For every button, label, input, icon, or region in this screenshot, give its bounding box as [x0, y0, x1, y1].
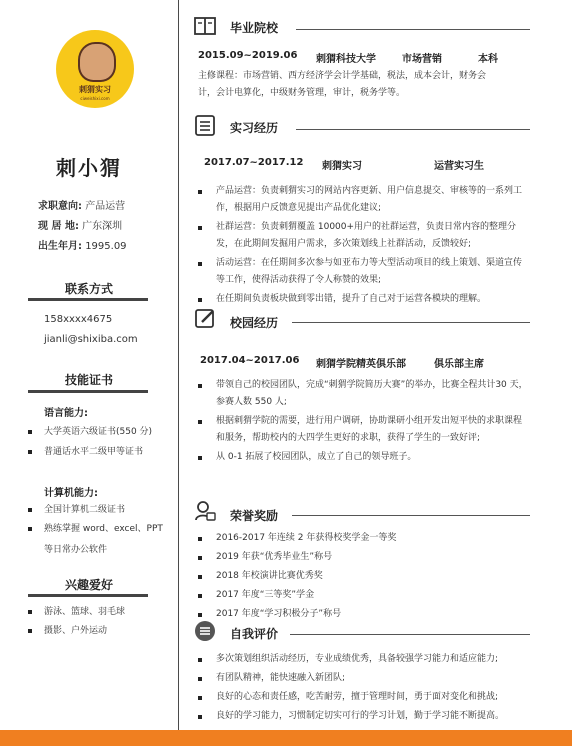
- list-item: 良好的学习能力，习惯制定切实可行的学习计划，勤于学习能不断提高。: [204, 708, 530, 725]
- list-item: 2017 年度“学习积极分子”称号: [204, 606, 530, 623]
- computer-label: 计算机能力:: [44, 488, 98, 499]
- self-eval-rule: [290, 634, 530, 635]
- list-item: 2018 年校演讲比赛优秀奖: [204, 568, 530, 585]
- brand-url: ciweishixi.com: [80, 96, 110, 101]
- open-book-icon: [194, 15, 216, 37]
- hobbies-title: 兴趣爱好: [64, 578, 113, 592]
- honors-title: 荣誉奖励: [230, 509, 279, 523]
- list-item: 2019 年获“优秀毕业生”称号: [204, 549, 530, 566]
- contact-title: 联系方式: [64, 282, 113, 296]
- edu-school: 刺猬科技大学: [316, 54, 376, 65]
- education-rule: [296, 29, 530, 30]
- list-item-continued: 等日常办公软件: [44, 545, 108, 555]
- sidebar: 刺猬实习 ciweishixi.com 刺小猬 求职意向: 产品运营 现 居 地: 广东深圳 出生年月: 1995.09 联系方式 158xxxx4675 jianli@shixiba.com 技能证书 语言能力: 大学英语六级证书(550 分) 普通话水平二级甲等证书 计算机能力: 全国计算机二级证书 熟练掌握 word、excel、PPT 等日常办公软件 兴趣爱好 游泳、篮球、羽毛球 摄影、户外运动: [0, 0, 178, 730]
- footer-accent-bar: [0, 730, 572, 746]
- email: jianli@shixiba.com: [44, 334, 138, 345]
- list-item: 2017 年度“三等奖”学金: [204, 587, 530, 604]
- hedgehog-logo-icon: [78, 42, 116, 82]
- internship-title: 实习经历: [230, 121, 279, 135]
- campus-period: 2017.04~2017.06: [200, 355, 300, 366]
- edu-period: 2015.09~2019.06: [198, 50, 298, 61]
- campus-rule: [292, 322, 530, 323]
- honors-rule: [292, 515, 530, 516]
- list-item: 从 0-1 拓展了校园团队，成立了自己的领导班子。: [204, 449, 530, 466]
- job-intent: 求职意向: 产品运营: [38, 201, 126, 212]
- list-item: 在任期间负责板块做到零出错，提升了自己对于运营各模块的理解。: [204, 291, 530, 308]
- list-item: 2016-2017 年连续 2 年获得校奖学金一等奖: [204, 530, 530, 547]
- phone: 158xxxx4675: [44, 314, 113, 325]
- intern-company: 刺猬实习: [322, 161, 362, 172]
- column-divider: [178, 0, 179, 730]
- brand-logo-text: 刺猬实习: [79, 85, 111, 94]
- document-list-icon: [194, 114, 216, 136]
- list-item: 有团队精神，能快速融入新团队;: [204, 670, 530, 687]
- candidate-name: 刺小猬: [56, 156, 122, 180]
- campus-title: 校园经历: [230, 316, 279, 330]
- campus-role: 俱乐部主席: [434, 359, 484, 370]
- list-item: 带领自己的校园团队，完成“刺猬学院简历大赛”的举办，比赛全程共计30 天，参赛人数 550 人;: [204, 377, 530, 411]
- hobbies-divider: [28, 594, 148, 597]
- campus-org: 刺猬学院精英俱乐部: [316, 359, 406, 370]
- list-item: 产品运营：负责刺猬实习的网站内容更新、用户信息提交、审核等的一系列工作，根据用户反馈意见提出产品优化建议;: [204, 183, 530, 217]
- intern-role: 运营实习生: [434, 161, 484, 172]
- location: 现 居 地: 广东深圳: [38, 221, 123, 232]
- list-item: 社群运营：负责刺猬覆盖 10000+用户的社群运营，负责日常内容的整理分发，在此期间发掘用户需求，多次策划线上社群活动，反馈较好;: [204, 219, 530, 253]
- self-eval-title: 自我评价: [230, 627, 279, 641]
- skills-divider: [28, 390, 148, 393]
- intern-period: 2017.07~2017.12: [204, 157, 304, 168]
- internship-rule: [296, 129, 530, 130]
- menu-circle-icon: [194, 620, 216, 642]
- edit-pencil-icon: [194, 307, 216, 329]
- list-item: 多次策划组织活动经历，专业成绩优秀，具备较强学习能力和适应能力;: [204, 651, 530, 668]
- skills-title: 技能证书: [64, 373, 113, 387]
- language-label: 语言能力:: [44, 408, 88, 419]
- edu-major: 市场营销: [402, 54, 442, 65]
- user-award-icon: [194, 500, 216, 522]
- avatar: [56, 30, 134, 108]
- birth-date: 出生年月: 1995.09: [38, 241, 127, 252]
- list-item: 活动运营：在任期间多次参与如亚布力等大型活动项目的线上策划、渠道宣传等工作，使得活动获得了令人称赞的效果;: [204, 255, 530, 289]
- edu-degree: 本科: [478, 54, 498, 65]
- contact-divider: [28, 298, 148, 301]
- list-item: 良好的心态和责任感，吃苦耐劳，擅于管理时间，勇于面对变化和挑战;: [204, 689, 530, 706]
- edu-courses: 主修课程：市场营销、西方经济学会计学基础，税法，成本会计，财务会 计，会计电算化，中级财务管理，审计，税务学等。: [198, 71, 487, 98]
- list-item: 根据刺猬学院的需要，进行用户调研，协助课研小组开发出短平快的求职课程和服务，帮助校内的大四学生更好的求职，获得了学生的一致好评;: [204, 413, 530, 447]
- education-title: 毕业院校: [230, 21, 279, 35]
